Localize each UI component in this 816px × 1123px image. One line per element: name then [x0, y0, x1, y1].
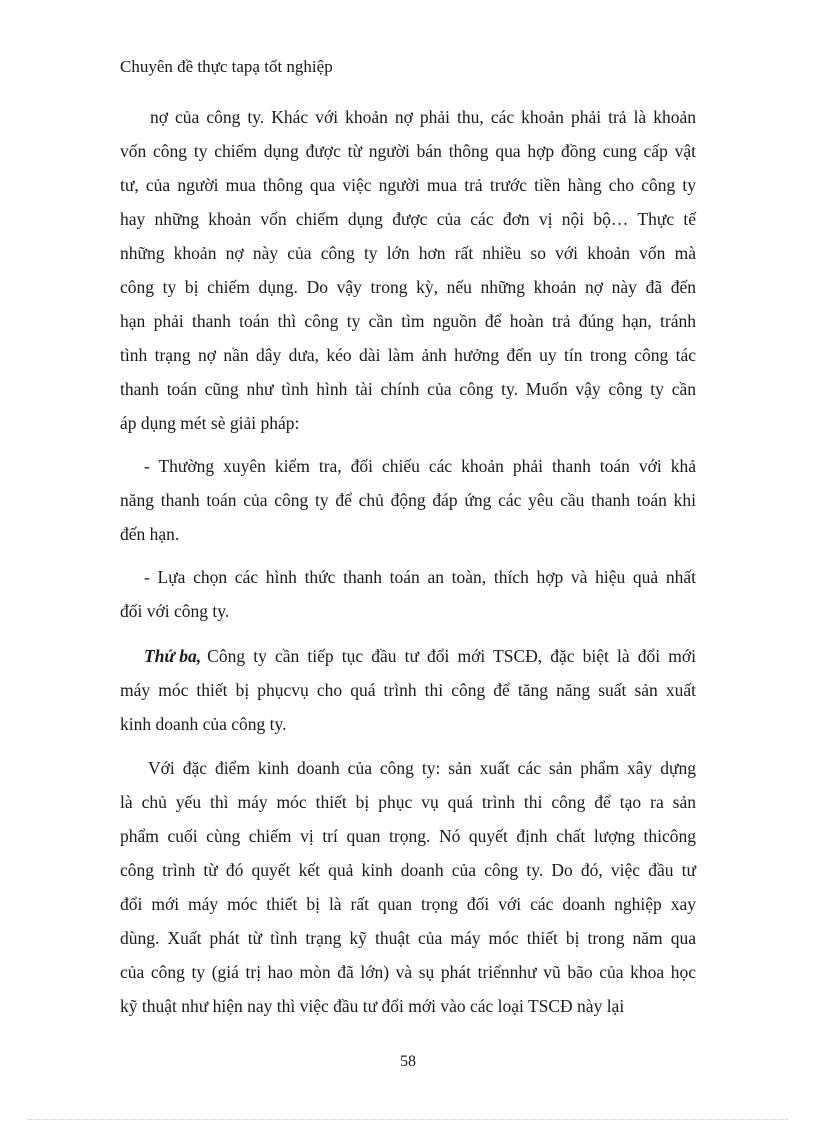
- paragraph-line: áp dụng mét sè giải pháp:: [120, 413, 300, 433]
- paragraph-text: Công ty cần tiếp tục đầu tư đổi mới TSCĐ, đặc biệt là đổi mới: [207, 646, 696, 666]
- paragraph-line: dùng. Xuất phát từ tình trạng kỹ thuật của máy móc thiết bị trong năm qua: [120, 928, 696, 948]
- running-header: Chuyên đề thực tapạ tốt nghiệp: [120, 57, 333, 76]
- paragraph-line: công trình từ đó quyết kết quả kinh doanh của công ty. Do đó, việc đầu tư: [120, 860, 696, 880]
- paragraph-line: của công ty (giá trị hao mòn đã lớn) và sụ phát triểnnhư vũ bão của khoa học: [120, 962, 696, 982]
- emphasis-lead: Thứ ba,: [144, 646, 202, 666]
- bullet-line: - Lựa chọn các hình thức thanh toán an toàn, thích hợp và hiệu quả nhất: [144, 567, 696, 587]
- page-bottom-divider: [28, 1119, 788, 1120]
- paragraph-line-emphasis: [120, 645, 696, 667]
- bullet-line: - Thường xuyên kiểm tra, đối chiếu các khoản phải thanh toán với khả: [144, 456, 696, 476]
- paragraph-line: năng thanh toán của công ty để chủ động đáp ứng các yêu cầu thanh toán khi: [120, 490, 696, 510]
- paragraph-line: Với đặc điểm kinh doanh của công ty: sản xuất các sản phẩm xây dựng: [148, 758, 696, 778]
- paragraph-line: tư, của người mua thông qua việc người mua trả trước tiền hàng cho công ty: [120, 175, 696, 195]
- paragraph-line: hay những khoản vốn chiếm dụng được của các đơn vị nội bộ… Thực tế: [120, 209, 696, 229]
- paragraph-line: máy móc thiết bị phụcvụ cho quá trình thi công để tăng năng suất sản xuất: [120, 680, 696, 700]
- paragraph-line: đối với công ty.: [120, 601, 230, 621]
- paragraph-line: nợ của công ty. Khác với khoản nợ phải thu, các khoản phải trả là khoản: [150, 107, 696, 127]
- paragraph-line: vốn công ty chiếm dụng được từ người bán thông qua hợp đồng cung cấp vật: [120, 141, 696, 161]
- paragraph-line: hạn phải thanh toán thì công ty cần tìm nguồn để hoàn trả đúng hạn, tránh: [120, 311, 696, 331]
- paragraph-line: là chủ yếu thì máy móc thiết bị phục vụ quá trình thi công để tạo ra sản: [120, 792, 696, 812]
- paragraph-line: những khoản nợ này của công ty lớn hơn rất nhiều so với khoản vốn mà: [120, 243, 696, 263]
- paragraph-line: tình trạng nợ nần dây dưa, kéo dài làm ảnh hưởng đến uy tín trong công tác: [120, 345, 696, 365]
- paragraph-line: công ty bị chiếm dụng. Do vậy trong kỳ, nếu những khoản nợ này đã đến: [120, 277, 696, 297]
- paragraph-line: kinh doanh của công ty.: [120, 714, 287, 734]
- paragraph-line: đến hạn.: [120, 524, 180, 544]
- paragraph-line: kỹ thuật như hiện nay thì việc đầu tư đổi mới vào các loại TSCĐ này lại: [120, 996, 625, 1016]
- paragraph-line: thanh toán cũng như tình hình tài chính của công ty. Muốn vậy công ty cần: [120, 379, 696, 399]
- paragraph-line: phẩm cuối cùng chiếm vị trí quan trọng. Nó quyết định chất lượng thicông: [120, 826, 696, 846]
- page-number: 58: [400, 1053, 416, 1070]
- paragraph-line: đổi mới máy móc thiết bị là rất quan trọng đối với các doanh nghiệp xay: [120, 894, 696, 914]
